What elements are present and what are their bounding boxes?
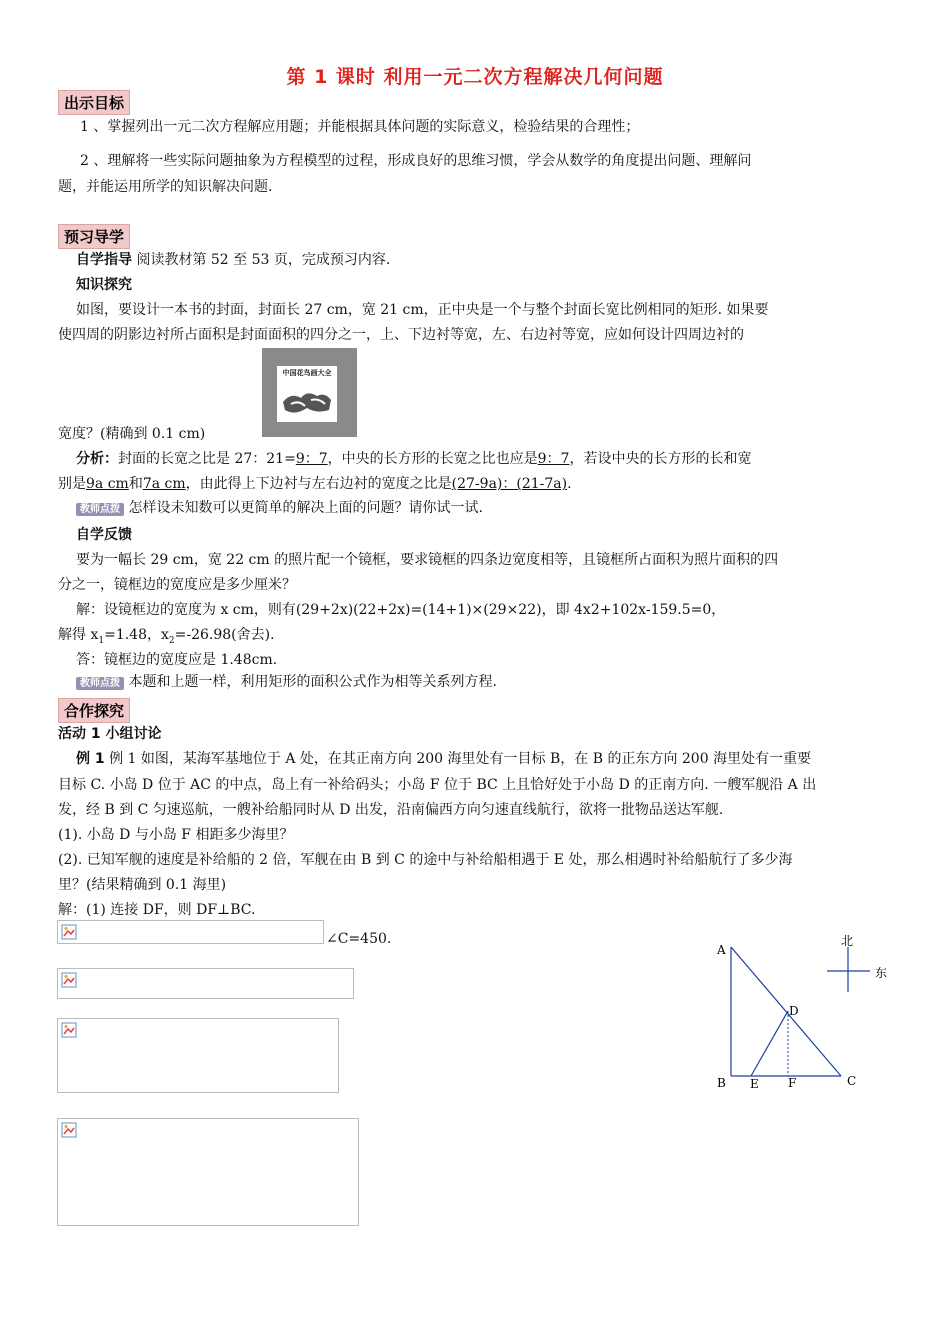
self-study-guide xyxy=(76,247,390,273)
example-text: 例 1 如图，某海军基地位于 A 处，在其正南方向 200 海里处有一目标 B，在 B 的正东方向 200 海里处有一重要 xyxy=(109,751,812,767)
analysis-blank: 9：7 xyxy=(537,451,570,467)
analysis-line-1 xyxy=(76,446,751,472)
broken-image-icon xyxy=(61,924,77,940)
broken-image-icon xyxy=(61,1122,77,1138)
segment-ac xyxy=(731,947,841,1076)
example-label: 例 1 xyxy=(76,751,105,767)
image-placeholder xyxy=(57,1018,339,1093)
example-line-3: 发，经 B 到 C 匀速巡航，一艘补给船同时从 D 出发，沿南偏西方向匀速直线航行，欲将一批物品送达军舰. xyxy=(58,802,724,818)
analysis-blank: 9：7 xyxy=(295,451,328,467)
section-header-goals: 出示目标 xyxy=(58,90,130,115)
analysis-line-2 xyxy=(58,471,572,497)
cover-title: 中国花鸟画大全 xyxy=(282,369,332,377)
label-e: E xyxy=(750,1077,759,1091)
feedback-line-3: 解：设镜框边的宽度为 x cm，则有(29+2x)(22+2x)=(14+1)×(29×22)，即 4x2+102x-159.5=0， xyxy=(76,602,726,618)
section-header-coop: 合作探究 xyxy=(58,698,130,723)
explore-line-2: 使四周的阴影边衬所占面积是封面面积的四分之一，上、下边衬等宽，左、右边衬等宽，应如何设计四周边衬的 xyxy=(58,327,744,343)
explore-line-3: 宽度？(精确到 0.1 cm) xyxy=(58,426,206,442)
feedback-line-1: 要为一幅长 29 cm，宽 22 cm 的照片配一个镜框，要求镜框的四条边宽度相等，且镜框所占面积为照片面积的四 xyxy=(76,552,779,568)
analysis-blank: (27-9a)：(21-7a) xyxy=(451,476,568,492)
example-line-2: 目标 C. 小岛 D 位于 AC 的中点，岛上有一补给码头；小岛 F 位于 BC 上且恰好处于小岛 D 的正南方向. 一艘军舰沿 A 出 xyxy=(58,777,817,793)
label-north: 北 xyxy=(841,934,854,948)
feedback-answer: 答：镜框边的宽度应是 1.48cm. xyxy=(76,652,278,668)
solution-line-2: ∠C=450. xyxy=(326,931,392,947)
feedback-label: 自学反馈 xyxy=(76,527,132,543)
analysis-blank: 9a cm xyxy=(86,476,129,492)
analysis-text: 别是 xyxy=(58,476,86,492)
bird-painting-icon xyxy=(277,366,337,422)
subscript: 1 xyxy=(98,635,105,646)
label-c: C xyxy=(847,1074,857,1088)
section-header-preview: 预习导学 xyxy=(58,224,130,249)
cover-center-panel xyxy=(277,366,337,422)
analysis-text: 和 xyxy=(128,476,143,492)
analysis-text: . xyxy=(567,476,572,492)
analysis-text: 封面的长宽之比是 27：21= xyxy=(118,451,296,467)
solution-text: 解得 x xyxy=(58,627,99,643)
teacher-tip-2 xyxy=(76,669,497,697)
explore-label: 知识探究 xyxy=(76,277,132,293)
book-cover-image xyxy=(262,348,357,437)
label-f: F xyxy=(788,1076,797,1090)
solution-line-1: 解：(1) 连接 DF，则 DF⊥BC. xyxy=(58,902,256,918)
analysis-text: ，由此得上下边衬与左右边衬的宽度之比是 xyxy=(185,476,452,492)
question-1: (1). 小岛 D 与小岛 F 相距多少海里？ xyxy=(58,827,294,843)
example-line-1 xyxy=(76,746,811,772)
guide-text: 阅读教材第 52 至 53 页，完成预习内容. xyxy=(136,252,391,268)
broken-image-icon xyxy=(61,1022,77,1038)
activity-title: 活动 1 小组讨论 xyxy=(58,726,162,742)
teacher-tip-badge: 教师点拨 xyxy=(76,503,124,516)
teacher-tip-1 xyxy=(76,495,483,523)
label-east: 东 xyxy=(875,966,888,980)
question-2-line2: 里？(结果精确到 0.1 海里) xyxy=(58,877,227,893)
analysis-text: ，中央的长方形的长宽之比也应是 xyxy=(327,451,538,467)
page-title: 第 1 课时 利用一元二次方程解决几何问题 xyxy=(286,66,664,88)
goal-1: 1 、掌握列出一元二次方程解应用题；并能根据具体问题的实际意义，检验结果的合理性； xyxy=(80,119,640,135)
teacher-tip-badge: 教师点拨 xyxy=(76,677,124,690)
image-placeholder xyxy=(57,920,324,944)
teacher-tip-text: 怎样设未知数可以更简单的解决上面的问题？请你试一试. xyxy=(128,500,483,516)
analysis-label: 分析： xyxy=(76,451,118,467)
teacher-tip-text: 本题和上题一样，利用矩形的面积公式作为相等关系列方程. xyxy=(128,674,497,690)
analysis-blank: 7a cm xyxy=(142,476,186,492)
guide-label: 自学指导 xyxy=(76,252,132,268)
broken-image-icon xyxy=(61,972,77,988)
feedback-line-2: 分之一，镜框边的宽度应是多少厘米？ xyxy=(58,577,296,593)
image-placeholder xyxy=(57,968,354,999)
goal-2-line1: 2 、理解将一些实际问题抽象为方程模型的过程，形成良好的思维习惯，学会从数学的角度提出问题、理解问 xyxy=(80,153,752,169)
solution-text: =1.48，x xyxy=(104,627,169,643)
label-d: D xyxy=(789,1004,799,1018)
question-2-line1: (2). 已知军舰的速度是补给船的 2 倍，军舰在由 B 到 C 的途中与补给船相遇于 E 处，那么相遇时补给船航行了多少海 xyxy=(58,852,793,868)
subscript: 2 xyxy=(168,635,175,646)
analysis-text: ，若设中央的长方形的长和宽 xyxy=(569,451,752,467)
explore-line-1: 如图，要设计一本书的封面，封面长 27 cm，宽 21 cm，正中央是一个与整个封面长宽比例相同的矩形. 如果要 xyxy=(76,302,769,318)
geometry-figure xyxy=(700,925,900,1100)
label-a: A xyxy=(717,943,726,957)
image-placeholder xyxy=(57,1118,359,1226)
solution-text: =-26.98(舍去). xyxy=(174,627,275,643)
label-b: B xyxy=(717,1076,726,1090)
goal-2-line2: 题，并能运用所学的知识解决问题. xyxy=(58,179,273,195)
segment-de xyxy=(751,1011,788,1076)
